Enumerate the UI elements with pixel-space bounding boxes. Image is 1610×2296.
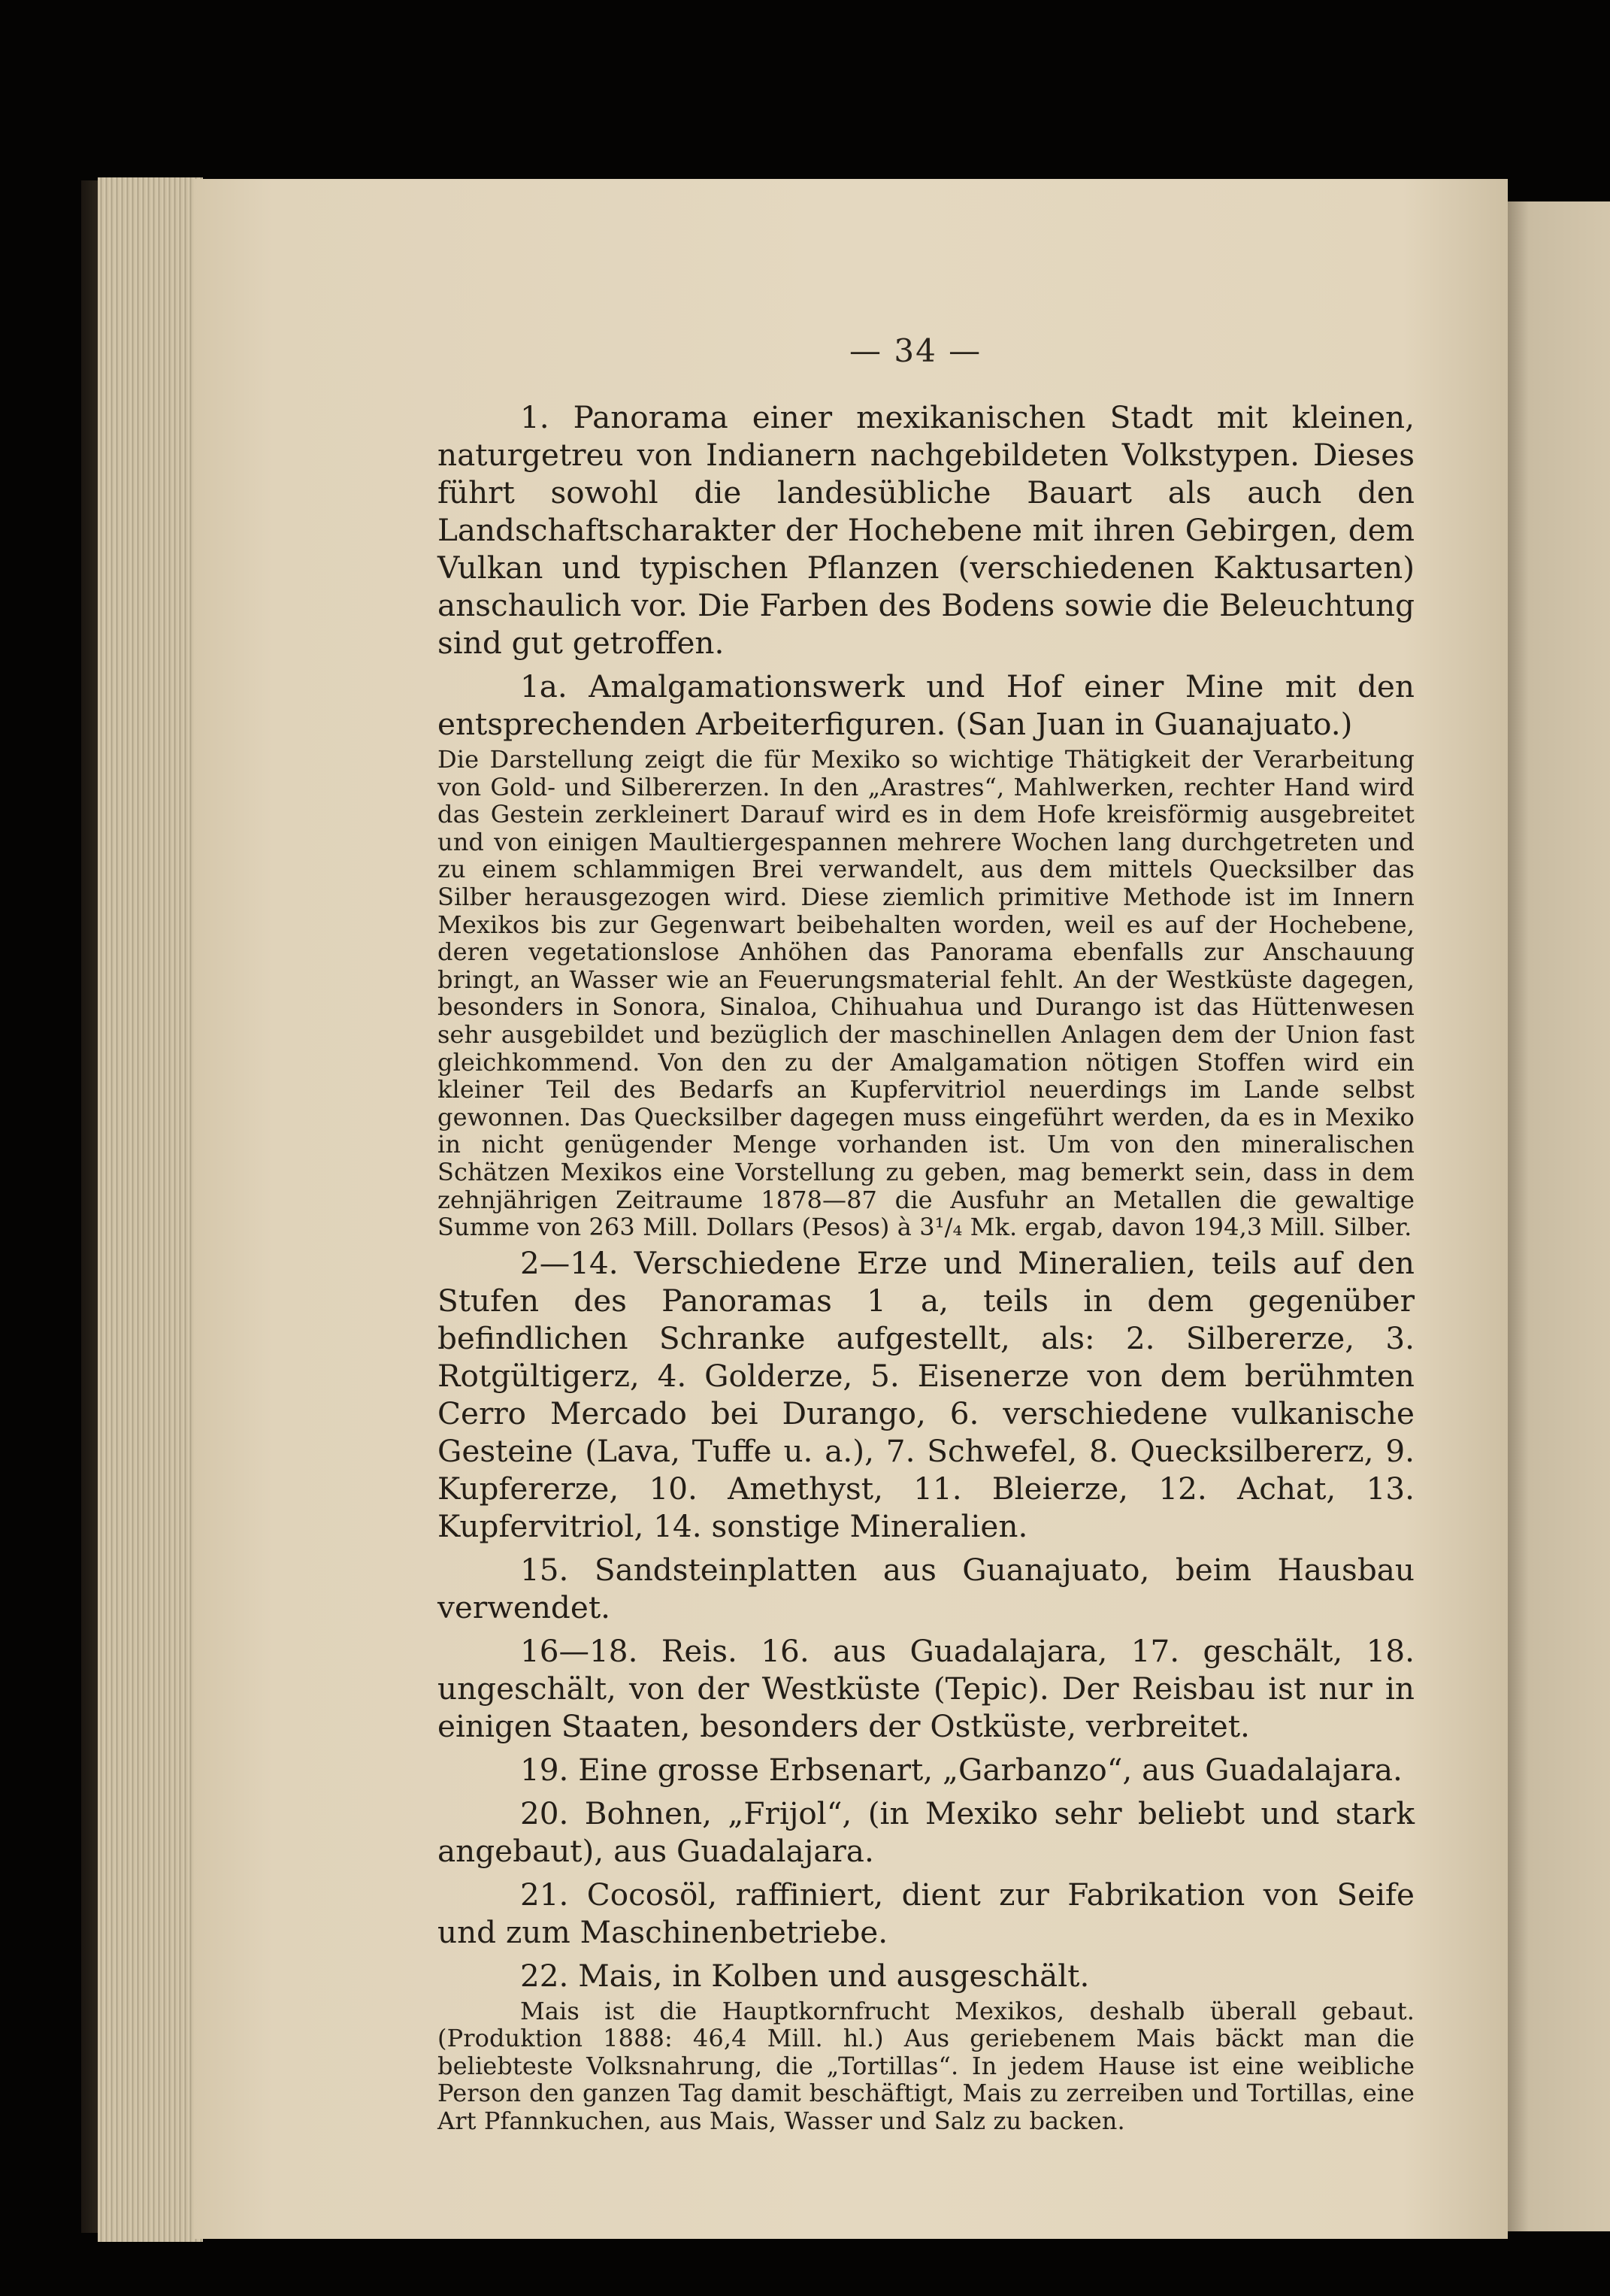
facing-page-edge: [1508, 201, 1610, 2231]
entry-1a-note: Die Darstellung zeigt die für Mexiko so wichtige Thätigkeit der Verarbeitung von Gold- und Silbererzen. In den „Arastres“, Mahlwerken, rechter Hand wird das Gestein zerkleinert Darauf wird es in dem Hofe kreisförmig ausgebreitet und von einigen Maultiergespannen mehrere Wochen lang durchgetreten und zu einem schlammigen Brei verwandelt, aus dem mittels Quecksilber das Silber herausgezogen wird. Diese ziemlich primitive Methode ist im Innern Mexikos bis zur Gegenwart beibehalten worden, weil es auf der Hochebene, deren vegetationslose Anhöhen das Panorama ebenfalls zur Anschauung bringt, an Wasser wie an Feuerungsmaterial fehlt. An der Westküste dagegen, besonders in Sonora, Sinaloa, Chihuahua und Durango ist das Hüttenwesen sehr ausgebildet und bezüglich der maschinellen Anlagen dem der Union fast gleichkommend. Von den zu der Amalgamation nötigen Stoffen wird ein kleiner Teil des Bedarfs an Kupfervitriol neuerdings im Lande selbst gewonnen. Das Quecksilber dagegen muss eingeführt werden, da es in Mexiko in nicht genügender Menge vorhanden ist. Um von den mineralischen Schätzen Mexikos eine Vorstellung zu geben, mag bemerkt sein, dass in dem zehnjährigen Zeitraume 1878—87 die Ausfuhr an Metallen die gewaltige Summe von 263 Mill. Dollars (Pesos) à 3¹/₄ Mk. ergab, davon 194,3 Mill. Silber.: [437, 745, 1415, 1242]
entry-22-note: Mais ist die Hauptkornfrucht Mexikos, deshalb überall gebaut. (Produktion 1888: 46,4 Mill. hl.) Aus geriebenem Mais bäckt man die beliebteste Volksnahrung, die „Tortillas“. In jedem Hause ist eine weibliche Person den ganzen Tag damit beschäftigt, Mais zu zerreiben und Tortillas, eine Art Pfannkuchen, aus Mais, Wasser und Salz zu backen.: [437, 1996, 1415, 2136]
entry-16-18-paragraph: 16—18. Reis. 16. aus Guadalajara, 17. geschält, 18. ungeschält, von der Westküste (Tepic). Der Reisbau ist nur in einigen Staaten, besonders der Ostküste, verbreitet.: [437, 1632, 1415, 1744]
entry-19-paragraph: 19. Eine grosse Erbsenart, „Garbanzo“, aus Guadalajara.: [520, 1751, 1403, 1788]
page-number: — 34 —: [849, 332, 982, 369]
entry-15-paragraph: 15. Sandsteinplatten aus Guanajuato, beim Hausbau verwendet.: [437, 1551, 1415, 1625]
entry-20-paragraph: 20. Bohnen, „Frijol“, (in Mexiko sehr beliebt und stark angebaut), aus Guadalajara.: [437, 1795, 1415, 1869]
entry-22-paragraph: 22. Mais, in Kolben und ausgeschält.: [520, 1957, 1090, 1994]
entry-21-paragraph: 21. Cocosöl, raffiniert, dient zur Fabrikation von Seife und zum Maschinenbetriebe.: [437, 1876, 1415, 1950]
page-edges: [98, 177, 203, 2242]
entry-2-14-paragraph: 2—14. Verschiedene Erze und Mineralien, teils auf den Stufen des Panoramas 1 a, teils in dem gegenüber befindlichen Schranke aufgestellt, als: 2. Silbererze, 3. Rotgültigerz, 4. Golderze, 5. Eisenerze von dem berühmten Cerro Mercado bei Durango, 6. verschiedene vulkanische Gesteine (Lava, Tuffe u. a.), 7. Schwefel, 8. Quecksilbererz, 9. Kupfererze, 10. Amethyst, 11. Bleierze, 12. Achat, 13. Kupfervitriol, 14. sonstige Mineralien.: [437, 1244, 1415, 1544]
entry-1a-paragraph: 1a. Amalgamationswerk und Hof einer Mine mit den entsprechenden Arbeiterfiguren. (San Juan in Guanajuato.): [437, 668, 1415, 742]
page-content: [437, 398, 1415, 2135]
entry-1-paragraph: 1. Panorama einer mexikanischen Stadt mit kleinen, naturgetreu von Indianern nachgebildeten Volkstypen. Dieses führt sowohl die landesübliche Bauart als auch den Landschaftscharakter der Hochebene mit ihren Gebirgen, dem Vulkan und typischen Pflanzen (verschiedenen Kaktusarten) anschaulich vor. Die Farben des Bodens sowie die Beleuchtung sind gut getroffen.: [437, 399, 1415, 661]
